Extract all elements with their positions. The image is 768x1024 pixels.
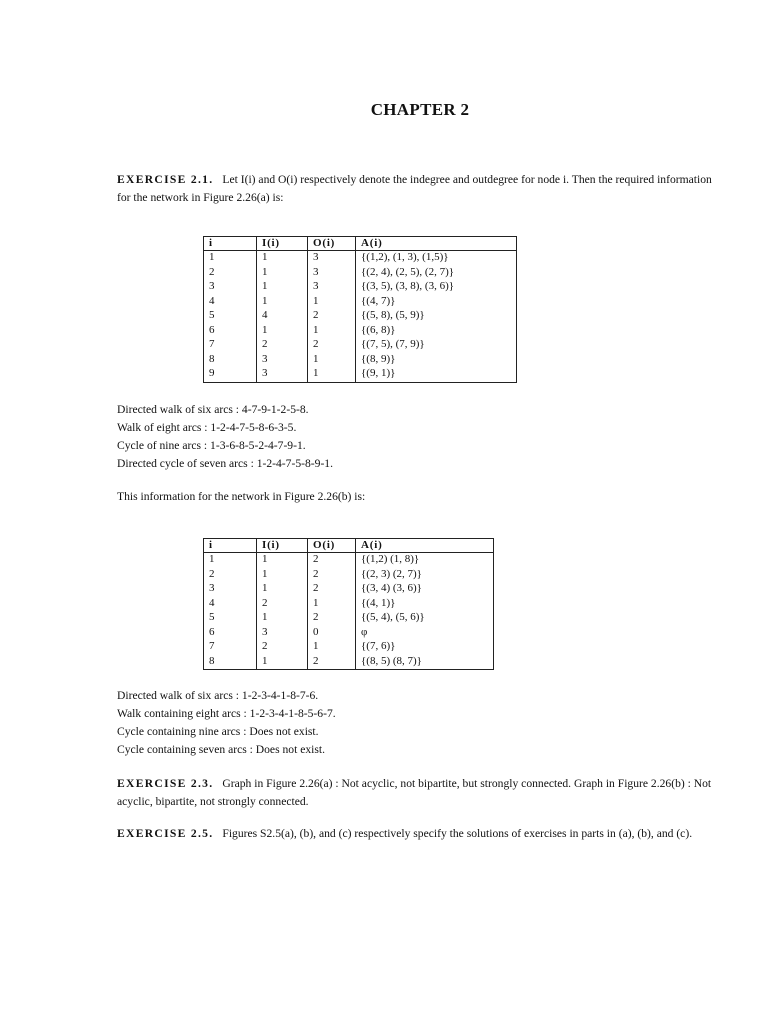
finding-line: Cycle containing nine arcs : Does not exist. (117, 725, 319, 738)
cell-outdegree: 2 (308, 582, 356, 597)
table-row (204, 626, 494, 641)
cell-node: 3 (204, 582, 257, 597)
cell-outdegree: 2 (308, 611, 356, 626)
cell-node: 4 (204, 295, 257, 310)
table-b-findings (117, 687, 725, 759)
degree-table-b (203, 538, 494, 670)
table-row (204, 353, 517, 368)
cell-node: 5 (204, 309, 257, 324)
cell-outdegree: 3 (308, 280, 356, 295)
cell-indegree: 1 (257, 251, 308, 266)
finding-line: Directed cycle of seven arcs : 1-2-4-7-5-8-9-1. (117, 457, 333, 470)
cell-arc-list: {(4, 1)} (356, 597, 494, 612)
cell-indegree: 3 (257, 353, 308, 368)
cell-indegree: 2 (257, 640, 308, 655)
cell-arc-list: {(1,2), (1, 3), (1,5)} (356, 251, 517, 266)
finding-line: Cycle of nine arcs : 1-3-6-8-5-2-4-7-9-1. (117, 439, 306, 452)
cell-node: 8 (204, 353, 257, 368)
cell-indegree: 4 (257, 309, 308, 324)
degree-table-a (203, 236, 517, 383)
table-row (204, 367, 517, 382)
cell-outdegree: 2 (308, 655, 356, 670)
cell-arc-list: {(4, 7)} (356, 295, 517, 310)
cell-outdegree: 2 (308, 568, 356, 583)
finding-line: Walk of eight arcs : 1-2-4-7-5-8-6-3-5. (117, 421, 297, 434)
cell-indegree: 1 (257, 280, 308, 295)
finding-line: Directed walk of six arcs : 4-7-9-1-2-5-8. (117, 403, 309, 416)
cell-node: 7 (204, 338, 257, 353)
cell-indegree: 1 (257, 324, 308, 339)
column-header-i: i (204, 237, 257, 251)
column-header-outdegree: O(i) (308, 539, 356, 553)
cell-outdegree: 1 (308, 295, 356, 310)
cell-arc-list: {(3, 5), (3, 8), (3, 6)} (356, 280, 517, 295)
column-header-arcs: A(i) (356, 237, 517, 251)
cell-node: 8 (204, 655, 257, 670)
cell-node: 6 (204, 626, 257, 641)
exercise-2-5-label: EXERCISE 2.5. (117, 827, 214, 840)
table-row (204, 655, 494, 670)
cell-outdegree: 1 (308, 353, 356, 368)
cell-arc-list: {(5, 8), (5, 9)} (356, 309, 517, 324)
cell-node: 9 (204, 367, 257, 382)
cell-indegree: 1 (257, 611, 308, 626)
table-row (204, 295, 517, 310)
cell-node: 5 (204, 611, 257, 626)
table-a-body (204, 251, 517, 383)
cell-indegree: 3 (257, 367, 308, 382)
table-row (204, 568, 494, 583)
cell-arc-list: {(7, 6)} (356, 640, 494, 655)
network-b-intro: This information for the network in Figure 2.26(b) is: (117, 490, 366, 503)
exercise-2-1-paragraph (117, 171, 725, 207)
cell-arc-list: {(9, 1)} (356, 367, 517, 382)
cell-arc-list: φ (356, 626, 494, 641)
exercise-2-3-paragraph (117, 775, 725, 811)
table-row (204, 582, 494, 597)
cell-outdegree: 1 (308, 640, 356, 655)
finding-line: Walk containing eight arcs : 1-2-3-4-1-8-5-6-7. (117, 707, 336, 720)
column-header-i: i (204, 539, 257, 553)
chapter-title: CHAPTER 2 (370, 100, 470, 119)
cell-node: 7 (204, 640, 257, 655)
cell-arc-list: {(5, 4), (5, 6)} (356, 611, 494, 626)
cell-arc-list: {(1,2) (1, 8)} (356, 553, 494, 568)
cell-node: 6 (204, 324, 257, 339)
cell-outdegree: 0 (308, 626, 356, 641)
cell-arc-list: {(2, 3) (2, 7)} (356, 568, 494, 583)
column-header-indegree: I(i) (257, 539, 308, 553)
exercise-2-3-text: Graph in Figure 2.26(a) : Not acyclic, not bipartite, but strongly connected. Graph in Figure 2.26(b) : Not acyclic, bipartite, not strongly connected. (117, 777, 712, 808)
table-row (204, 266, 517, 281)
table-header-row (204, 539, 494, 553)
table-row (204, 553, 494, 568)
table-row (204, 597, 494, 612)
table-row (204, 251, 517, 266)
cell-node: 2 (204, 568, 257, 583)
cell-outdegree: 1 (308, 367, 356, 382)
cell-indegree: 1 (257, 568, 308, 583)
table-row (204, 309, 517, 324)
table-header-row (204, 237, 517, 251)
cell-indegree: 1 (257, 266, 308, 281)
cell-arc-list: {(7, 5), (7, 9)} (356, 338, 517, 353)
cell-outdegree: 3 (308, 251, 356, 266)
cell-indegree: 1 (257, 553, 308, 568)
cell-node: 1 (204, 251, 257, 266)
cell-node: 1 (204, 553, 257, 568)
cell-indegree: 1 (257, 655, 308, 670)
cell-indegree: 1 (257, 582, 308, 597)
cell-outdegree: 2 (308, 338, 356, 353)
cell-outdegree: 3 (308, 266, 356, 281)
cell-indegree: 3 (257, 626, 308, 641)
column-header-outdegree: O(i) (308, 237, 356, 251)
cell-outdegree: 1 (308, 597, 356, 612)
cell-indegree: 2 (257, 597, 308, 612)
table-row (204, 611, 494, 626)
cell-indegree: 1 (257, 295, 308, 310)
cell-arc-list: {(3, 4) (3, 6)} (356, 582, 494, 597)
cell-node: 2 (204, 266, 257, 281)
cell-arc-list: {(8, 5) (8, 7)} (356, 655, 494, 670)
cell-arc-list: {(6, 8)} (356, 324, 517, 339)
exercise-2-1-text: Let I(i) and O(i) respectively denote the indegree and outdegree for node i. Then the required information for the network in Figure 2.26(a) is: (117, 173, 712, 204)
exercise-2-5-paragraph (117, 825, 725, 843)
cell-indegree: 2 (257, 338, 308, 353)
table-a-findings (117, 401, 725, 473)
exercise-2-5-text: Figures S2.5(a), (b), and (c) respectively specify the solutions of exercises in parts in (a), (b), and (c). (222, 827, 693, 840)
cell-outdegree: 2 (308, 553, 356, 568)
cell-outdegree: 2 (308, 309, 356, 324)
cell-outdegree: 1 (308, 324, 356, 339)
table-row (204, 324, 517, 339)
finding-line: Directed walk of six arcs : 1-2-3-4-1-8-7-6. (117, 689, 319, 702)
finding-line: Cycle containing seven arcs : Does not exist. (117, 743, 325, 756)
table-row (204, 280, 517, 295)
cell-node: 4 (204, 597, 257, 612)
exercise-2-3-label: EXERCISE 2.3. (117, 777, 214, 790)
table-row (204, 640, 494, 655)
column-header-arcs: A(i) (356, 539, 494, 553)
table-row (204, 338, 517, 353)
column-header-indegree: I(i) (257, 237, 308, 251)
cell-node: 3 (204, 280, 257, 295)
cell-arc-list: {(8, 9)} (356, 353, 517, 368)
cell-arc-list: {(2, 4), (2, 5), (2, 7)} (356, 266, 517, 281)
table-b-body (204, 553, 494, 670)
exercise-2-1-label: EXERCISE 2.1. (117, 173, 214, 186)
